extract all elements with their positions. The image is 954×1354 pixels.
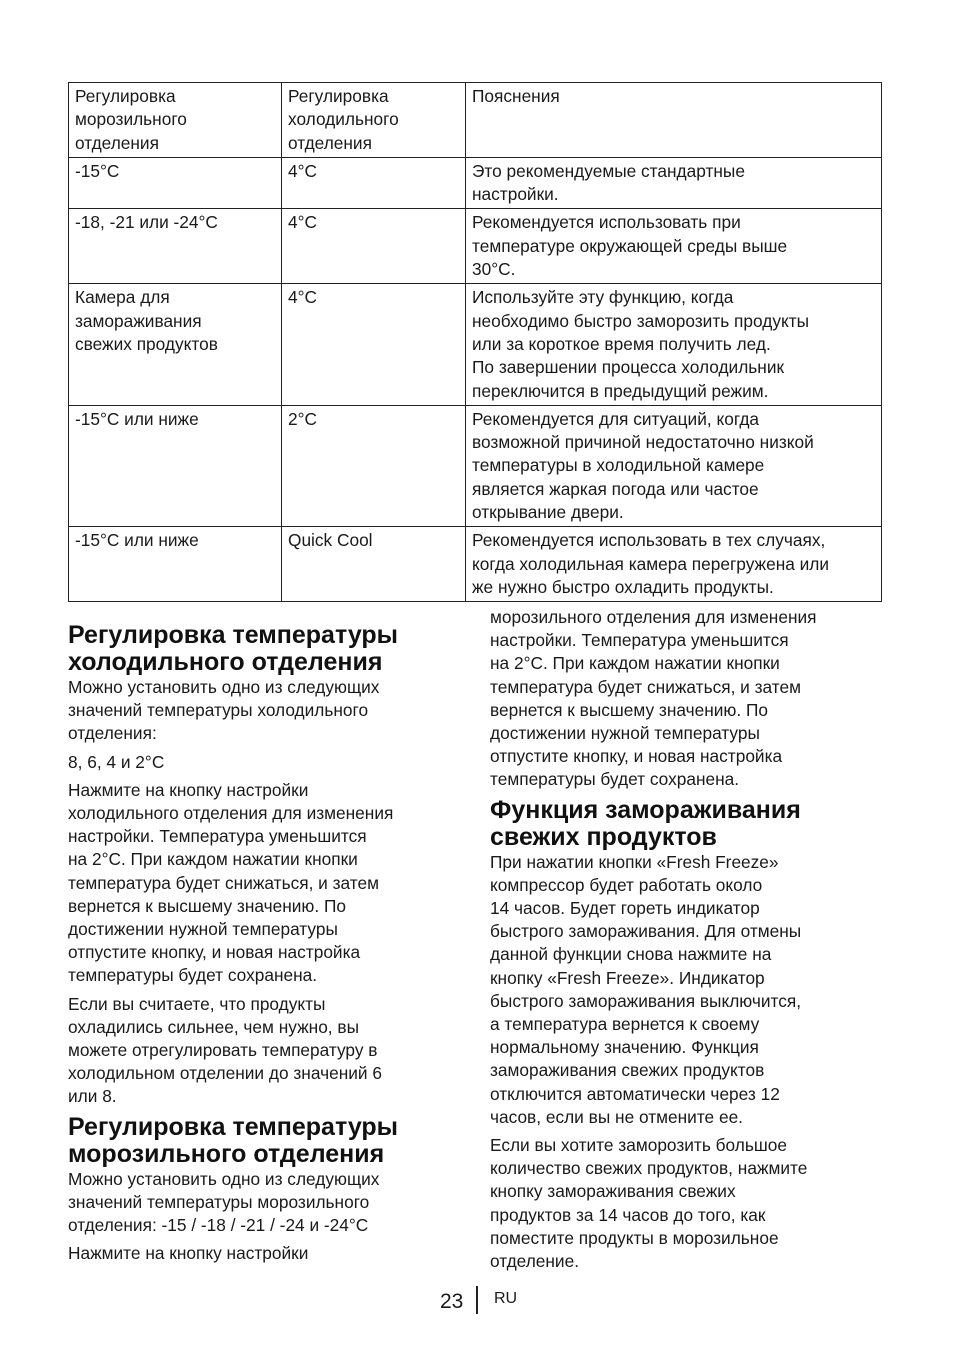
- text-line: достижении нужной температуры: [490, 723, 760, 744]
- text-line: отделения: [288, 132, 372, 153]
- fridge-cell: [282, 209, 466, 284]
- text-line: а температура вернется к своему: [490, 1014, 760, 1035]
- text-line: температуры будет сохранена.: [490, 769, 740, 790]
- note-cell: [466, 527, 882, 602]
- language-code: RU: [494, 1290, 518, 1307]
- text-line: 4°C: [288, 287, 318, 308]
- text-line: поместите продукты в морозильное: [490, 1227, 779, 1248]
- text-line: Нажмите на кнопку настройки: [68, 779, 309, 800]
- fresh-freeze-description: [490, 851, 875, 1129]
- text-line: При нажатии кнопки «Fresh Freeze»: [490, 851, 779, 872]
- text-line: количество свежих продуктов, нажмите: [490, 1158, 808, 1179]
- table-row: [69, 527, 882, 602]
- text-line: отпустите кнопку, и новая настройка: [68, 942, 361, 963]
- fridge-cell: [282, 527, 466, 602]
- text-line: отпустите кнопку, и новая настройка: [490, 746, 783, 767]
- text-line: возможной причиной недостаточно низкой: [472, 432, 814, 453]
- column-header: [282, 83, 466, 158]
- text-line: 30°C.: [472, 259, 516, 280]
- text-line: компрессор будет работать около: [490, 874, 763, 895]
- text-line: 4°C: [288, 160, 318, 181]
- text-line: или 8.: [68, 1086, 117, 1107]
- note-cell: [466, 209, 882, 284]
- freezer-cell: [69, 405, 282, 526]
- text-line: -15°C или ниже: [75, 530, 199, 551]
- text-line: Регулировка: [75, 86, 176, 106]
- text-line: нормальному значению. Функция: [490, 1037, 759, 1058]
- column-header: [466, 83, 882, 158]
- freezer-cell: [69, 209, 282, 284]
- text-line: замораживания: [75, 310, 202, 331]
- text-line: охладились сильнее, чем нужно, вы: [68, 1016, 360, 1037]
- text-line: открывание двери.: [472, 502, 624, 523]
- text-line: быстрого замораживания. Для отмены: [490, 921, 802, 942]
- footer-divider: [476, 1286, 478, 1314]
- text-line: Функция замораживания: [490, 795, 801, 824]
- text-line: является жаркая погода или частое: [472, 478, 759, 499]
- left-column: [68, 606, 448, 1270]
- text-line: свежих продуктов: [75, 333, 218, 354]
- text-line: Можно установить одно из следующих: [68, 677, 380, 697]
- text-line: По завершении процесса холодильник: [472, 357, 785, 378]
- fridge-instructions: [68, 779, 448, 988]
- text-line: Рекомендуется для ситуаций, когда: [472, 408, 760, 429]
- table-row: [69, 209, 882, 284]
- note-cell: [466, 405, 882, 526]
- text-line: морозильного отделения для изменения: [490, 607, 817, 627]
- text-line: температуре окружающей среды выше: [472, 235, 788, 256]
- table-header-row: [69, 83, 882, 158]
- text-line: Рекомендуется использовать при: [472, 212, 741, 233]
- text-line: можете отрегулировать температуру в: [68, 1040, 378, 1061]
- table-row: [69, 405, 882, 526]
- text-line: холодильном отделении до значений 6: [68, 1063, 382, 1084]
- text-line: переключится в предыдущий режим.: [472, 380, 769, 401]
- text-line: холодильного отделения для изменения: [68, 803, 394, 824]
- fridge-tip: [68, 993, 448, 1109]
- text-line: Нажмите на кнопку настройки: [68, 1243, 309, 1264]
- table-row: [69, 157, 882, 209]
- text-line: продуктов за 14 часов до того, как: [490, 1204, 766, 1225]
- text-line: свежих продуктов: [490, 822, 717, 851]
- freezer-instructions-start: [68, 1242, 448, 1265]
- text-line: Quick Cool: [288, 530, 373, 551]
- text-line: значений температуры холодильного: [68, 700, 369, 721]
- text-line: быстрого замораживания выключится,: [490, 990, 802, 1011]
- text-line: когда холодильная камера перегружена или: [472, 553, 830, 574]
- text-line: настройки. Температура уменьшится: [68, 826, 367, 847]
- text-line: вернется к высшему значению. По: [490, 699, 769, 720]
- settings-table: [68, 82, 882, 602]
- text-line: часов, если вы не отмените ее.: [490, 1106, 743, 1127]
- text-line: -18, -21 или -24°C: [75, 212, 218, 233]
- text-line: на 2°C. При каждом нажатии кнопки: [68, 849, 358, 870]
- note-cell: [466, 284, 882, 405]
- text-line: морозильного: [75, 109, 187, 130]
- freezer-cell: [69, 157, 282, 209]
- freezer-heading: [68, 1114, 448, 1168]
- freezer-cell: [69, 527, 282, 602]
- text-line: замораживания свежих продуктов: [490, 1060, 765, 1081]
- text-line: же нужно быстро охладить продукты.: [472, 576, 774, 597]
- text-line: Это рекомендуемые стандартные: [472, 160, 745, 181]
- text-line: отделения:: [68, 723, 157, 744]
- text-line: настройки.: [472, 184, 559, 205]
- text-line: 2°C: [288, 408, 318, 429]
- text-line: настройки. Температура уменьшится: [490, 630, 789, 651]
- fresh-freeze-tip: [490, 1134, 875, 1273]
- text-line: Пояснения: [472, 86, 560, 106]
- text-line: холодильного отделения: [68, 648, 383, 676]
- text-line: отделение.: [490, 1251, 579, 1272]
- fresh-freeze-heading: [490, 797, 875, 851]
- text-line: кнопку замораживания свежих: [490, 1181, 736, 1202]
- fridge-cell: [282, 157, 466, 209]
- text-line: кнопку «Fresh Freeze». Индикатор: [490, 967, 765, 988]
- freezer-cell: [69, 284, 282, 405]
- text-line: -15°C: [75, 160, 120, 181]
- text-line: Регулировка температуры: [68, 621, 399, 649]
- text-line: на 2°C. При каждом нажатии кнопки: [490, 653, 780, 674]
- fridge-cell: [282, 284, 466, 405]
- freezer-intro: [68, 1168, 448, 1238]
- text-line: температура будет снижаться, и затем: [68, 872, 379, 893]
- text-line: температуры будет сохранена.: [68, 965, 318, 986]
- text-line: морозильного отделения: [68, 1139, 385, 1168]
- text-line: температура будет снижаться, и затем: [490, 676, 801, 697]
- text-line: значений температуры морозильного: [68, 1191, 370, 1212]
- column-header: [69, 83, 282, 158]
- fridge-heading: [68, 622, 448, 676]
- text-line: Используйте эту функцию, когда: [472, 287, 734, 308]
- fridge-cell: [282, 405, 466, 526]
- text-line: или за короткое время получить лед.: [472, 333, 771, 354]
- text-line: отделения: [75, 132, 159, 153]
- page-number: 23: [440, 1290, 464, 1313]
- text-line: Рекомендуется использовать в тех случаях,: [472, 530, 826, 551]
- fridge-values: [68, 751, 448, 774]
- page-footer: [0, 1286, 954, 1316]
- text-line: Если вы хотите заморозить большое: [490, 1135, 787, 1156]
- text-line: Камера для: [75, 287, 170, 308]
- text-line: -15°C или ниже: [75, 408, 199, 429]
- text-line: Можно установить одно из следующих: [68, 1168, 380, 1189]
- text-line: Регулировка: [288, 86, 389, 106]
- text-line: достижении нужной температуры: [68, 919, 338, 940]
- text-line: вернется к высшему значению. По: [68, 895, 347, 916]
- text-line: отделения: -15 / -18 / -21 / -24 и -24°C: [68, 1215, 369, 1236]
- text-line: Если вы считаете, что продукты: [68, 993, 326, 1014]
- text-line: отключится автоматически через 12: [490, 1083, 780, 1104]
- text-line: 8, 6, 4 и 2°C: [68, 751, 165, 772]
- text-line: холодильного: [288, 109, 399, 130]
- table-row: [69, 284, 882, 405]
- text-line: Регулировка температуры: [68, 1112, 399, 1141]
- text-line: данной функции снова нажмите на: [490, 944, 772, 965]
- fridge-intro: [68, 676, 448, 746]
- text-line: температуры в холодильной камере: [472, 455, 765, 476]
- text-line: 4°C: [288, 212, 318, 233]
- text-line: 14 часов. Будет гореть индикатор: [490, 898, 760, 919]
- note-cell: [466, 157, 882, 209]
- text-line: необходимо быстро заморозить продукты: [472, 310, 810, 331]
- freezer-instructions-cont: [490, 606, 875, 792]
- right-column: [490, 606, 875, 1278]
